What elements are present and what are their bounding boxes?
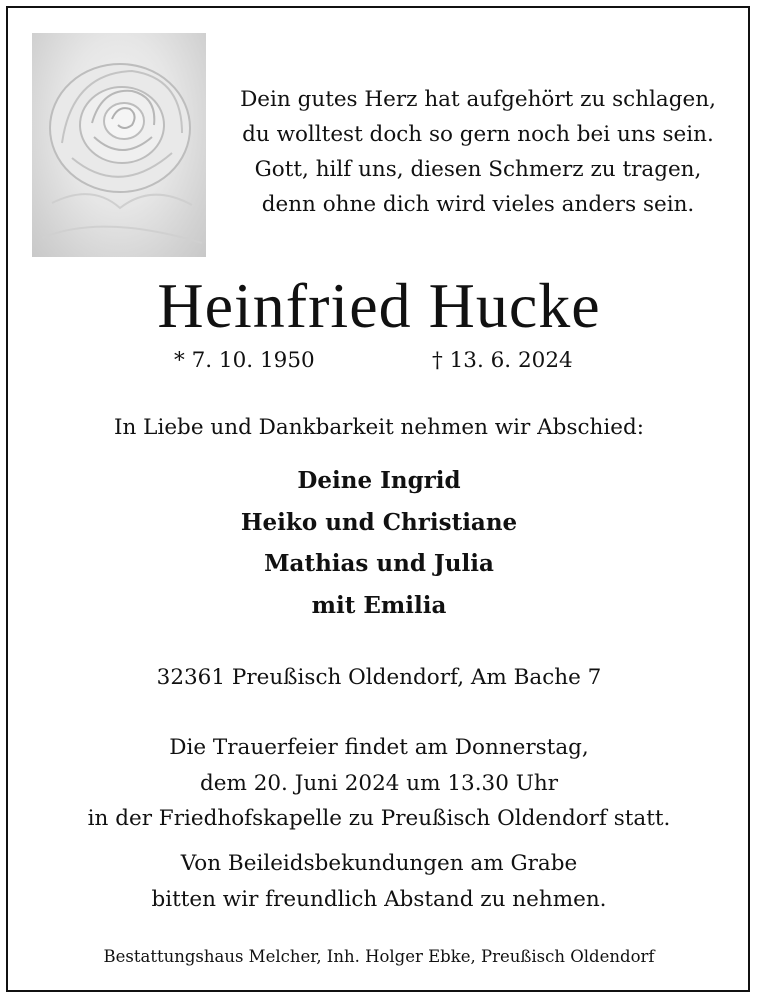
rose-image: [32, 33, 206, 257]
poem-line: du wolltest doch so gern noch bei uns sein.: [242, 122, 714, 147]
condolence-line: Von Beileidsbekundungen am Grabe: [180, 851, 578, 876]
birth-date: * 7. 10. 1950: [174, 348, 315, 373]
ceremony-line: dem 20. Juni 2024 um 13.30 Uhr: [199, 770, 558, 796]
family-address: 32361 Preußisch Oldendorf, Am Bache 7: [156, 665, 602, 690]
mourners-list: [0, 460, 758, 626]
mourner: mit Emilia: [311, 591, 447, 619]
deceased-name: Heinfried Hucke: [157, 270, 601, 341]
poem-line: Dein gutes Herz hat aufgehört zu schlagen,: [240, 87, 716, 112]
death-date: † 13. 6. 2024: [432, 348, 573, 373]
ceremony-details: [0, 730, 758, 837]
rose-icon: [32, 33, 206, 257]
condolence-line: bitten wir freundlich Abstand zu nehmen.: [151, 886, 607, 912]
farewell-intro: In Liebe und Dankbarkeit nehmen wir Abschied:: [114, 415, 644, 440]
memorial-poem: [214, 82, 742, 222]
mourner: Heiko und Christiane: [240, 508, 518, 536]
condolence-note: [0, 846, 758, 917]
ceremony-line: Die Trauerfeier findet am Donnerstag,: [169, 735, 589, 760]
funeral-home: Bestattungshaus Melcher, Inh. Holger Ebke, Preußisch Oldendorf: [103, 947, 655, 966]
mourner: Mathias und Julia: [264, 550, 494, 577]
poem-line: Gott, hilf uns, diesen Schmerz zu tragen,: [254, 157, 702, 182]
mourner: Deine Ingrid: [297, 467, 461, 494]
poem-line: denn ohne dich wird vieles anders sein.: [261, 192, 695, 217]
ceremony-line: in der Friedhofskapelle zu Preußisch Oldendorf statt.: [87, 806, 671, 831]
